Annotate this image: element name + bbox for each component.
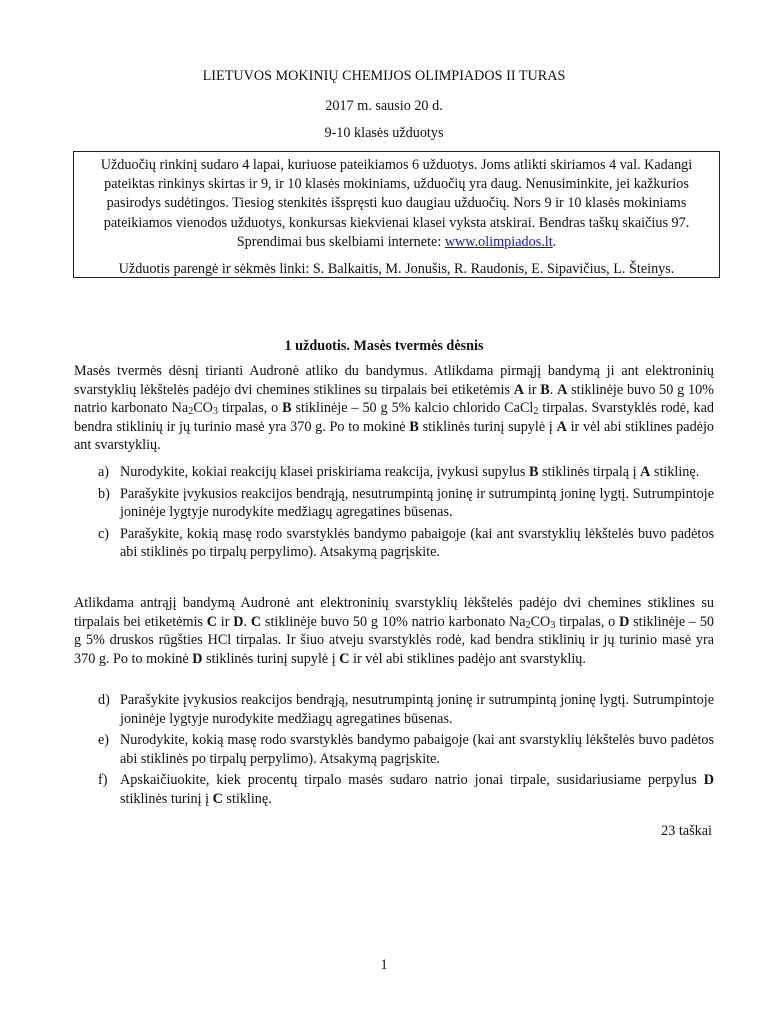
- question-list-2: [74, 691, 714, 812]
- page-number: 1: [380, 957, 388, 973]
- instructions-text: Užduočių rinkinį sudaro 4 lapai, kuriuose pateikiamos 6 užduotys. Joms atlikti skiriamos 4 val. Kadangi pateiktas rinkinys skirtas ir 9, ir 10 klasės mokiniams, užduočių yra daug. Nenusiminkite, jei kažkurios pasirodys sudėtingos. Tiesiog stenkitės išspręsti kuo daugiau užduočių. Nors 9 ir 10 klasės mokiniams pateikiamos vienodos užduotys, konkursas kiekvienai klasei vyksta atskirai. Bendras taškų skaičius 97. Sprendimai bus skelbiami internete: www.olimpiados.lt.: [100, 157, 693, 250]
- olympiad-title: LIETUVOS MOKINIŲ CHEMIJOS OLIMPIADOS II TURAS: [202, 68, 566, 84]
- question-c: c) Parašykite, kokią masę rodo svarstyklės bandymo pabaigoje (kai ant svarstyklių lėkštelės buvo padėtos abi stiklinės po tirpalų perpylimo). Atsakymą pagrįskite.: [98, 525, 714, 561]
- question-e: e) Nurodykite, kokią masę rodo svarstyklės bandymo pabaigoje (kai ant svarstyklių lėkštelės buvo padėtos abi stiklinės po tirpalų perpylimo). Atsakymą pagrįskite.: [98, 732, 714, 767]
- task-paragraph-2: Atlikdama antrąjį bandymą Audronė ant elektroninių svarstyklių lėkštelės padėjo dvi chemines stiklines su tirpalais bei etiketėmis C ir D. C stiklinėje buvo 50 g 10% natrio karbonato $Na_2CO_3$ tirpalas, o D stiklinėje – 50 g 5% druskos rūgšties HCl tirpalas. Ir šiuo atveju svarstyklės rodė, kad bendra stiklinių ir jų turinio masė yra 370 g. Po to mokinė D stiklinės turinį supylė į C ir vėl abi stiklines padėjo ant svarstyklių.: [74, 595, 715, 667]
- question-f: f) Apskaičiuokite, kiek procentų tirpalo masės sudaro natrio jonai tirpale, susidariusiame perpylus D stiklinės turinį į C stiklinę.: [98, 772, 714, 807]
- question-d: d) Parašykite įvykusios reakcijos bendrąją, nesutrumpintą joninę ir sutrumpintą joninę lygtį. Sutrumpintoje joninėje lygtyje nurodykite medžiagų agregatines būsenas.: [98, 692, 714, 727]
- question-list-1: [74, 463, 714, 565]
- instructions-box: [73, 151, 720, 278]
- authors-text: Užduotis parengė ir sėkmės linki: S. Balkaitis, M. Jonušis, R. Raudonis, E. Sipavičius, L. Šteinys.: [118, 261, 675, 278]
- olimpiados-link[interactable]: www.olimpiados.lt: [444, 233, 553, 250]
- question-a: a) Nurodykite, kokiai reakcijų klasei priskiriama reakcija, įvykusi supylus B stiklinės tirpalą į A stiklinę.: [98, 464, 700, 480]
- task-title: 1 užduotis. Masės tvermės dėsnis: [284, 338, 484, 354]
- grade-label: 9-10 klasės užduotys: [324, 125, 444, 141]
- olympiad-date: 2017 m. sausio 20 d.: [325, 98, 443, 114]
- task-points: 23 taškai: [661, 823, 712, 839]
- task-paragraph-1: Masės tvermės dėsnį tirianti Audronė atliko du bandymus. Atlikdama pirmąjį bandymą ji ant elektroninių svarstyklių lėkštelės padėjo dvi chemines stiklines su tirpalais bei etiketėmis A ir B. A stiklinėje buvo 50 g 10% natrio karbonato $Na_2CO_3$ tirpalas, o B stiklinėje – 50 g 5% kalcio chlorido CaCl$_2$ tirpalas. Svarstyklės rodė, kad bendra stiklinių ir jų turinio masė yra 370 g. Po to mokinė B stiklinės turinį supylė į A ir vėl abi stiklines padėjo ant svarstyklių.: [74, 363, 715, 454]
- question-b: b) Parašykite įvykusios reakcijos bendrąją, nesutrumpintą joninę ir sutrumpintą joninę lygtį. Sutrumpintoje joninėje lygtyje nurodykite medžiagų agregatines būsenas.: [98, 485, 714, 521]
